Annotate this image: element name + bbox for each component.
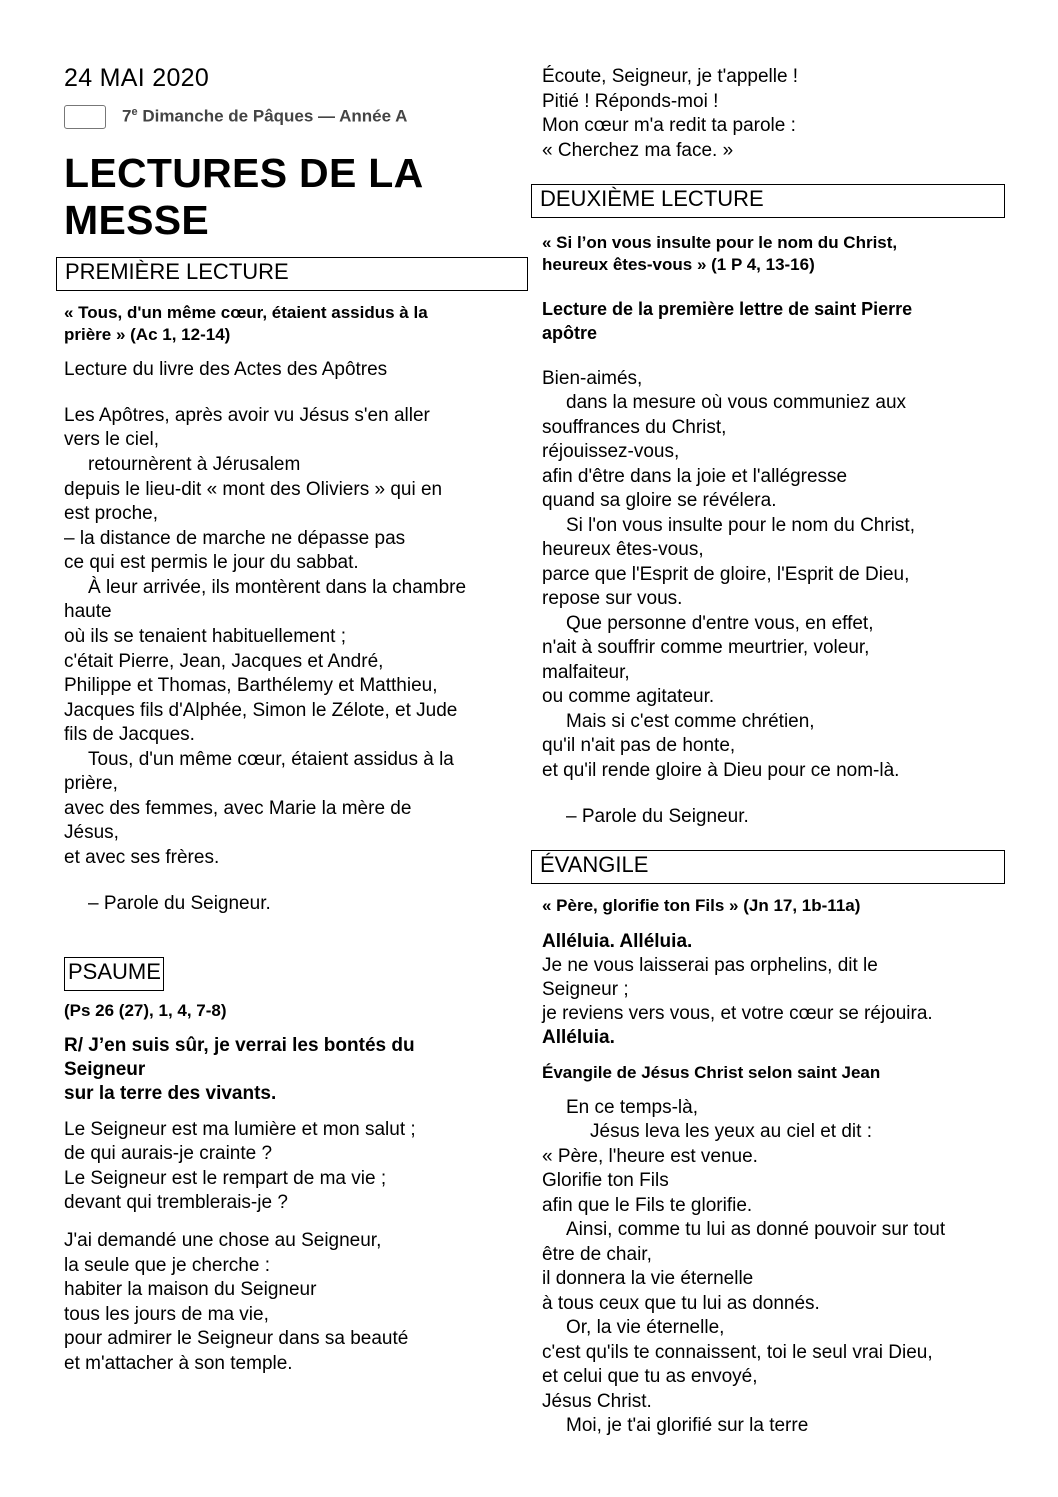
deuxieme-reference: « Si l’on vous insulte pour le nom du Christ, heureux êtes-vous » (1 P 4, 13-16) <box>542 233 898 274</box>
heading-premiere-lecture: PREMIÈRE LECTURE <box>56 257 528 291</box>
text-line: Or, la vie éternelle, <box>566 1317 725 1338</box>
text-line: c'est qu'ils te connaissent, toi le seul vrai Dieu, <box>542 1342 933 1363</box>
text-line: à tous ceux que tu lui as donnés. <box>542 1293 820 1314</box>
psaume-reference: (Ps 26 (27), 1, 4, 7-8) <box>64 1001 227 1020</box>
text-line: Écoute, Seigneur, je t'appelle ! <box>542 66 799 87</box>
text-line: repose sur vous. <box>542 588 683 609</box>
text-line: n'ait à souffrir comme meurtrier, voleur, <box>542 637 870 658</box>
text-line: réjouissez-vous, <box>542 441 680 462</box>
text-line: Les Apôtres, après avoir vu Jésus s'en aller <box>64 405 430 426</box>
text-line: Jésus leva les yeux au ciel et dit : <box>590 1121 872 1142</box>
text-line: fils de Jacques. <box>64 724 195 745</box>
text-line: avec des femmes, avec Marie la mère de <box>64 798 412 819</box>
alleluia-opening: Alléluia. Alléluia. <box>542 931 693 952</box>
text-line: Le Seigneur est le rempart de ma vie ; <box>64 1168 387 1189</box>
text-line: Seigneur ; <box>542 979 629 1000</box>
premiere-reference: « Tous, d'un même cœur, étaient assidus à la prière » (Ac 1, 12-14) <box>64 303 428 344</box>
page-title: LECTURES DE LA MESSE <box>64 150 424 243</box>
text-line: est proche, <box>64 503 158 524</box>
text-line: Ainsi, comme tu lui as donné pouvoir sur tout <box>566 1219 946 1240</box>
text-line: J'ai demandé une chose au Seigneur, <box>64 1230 382 1251</box>
text-line: et celui que tu as envoyé, <box>542 1366 758 1387</box>
text-line: Jacques fils d'Alphée, Simon le Zélote, et Jude <box>64 700 458 721</box>
premiere-closing: – Parole du Seigneur. <box>88 893 271 914</box>
text-line: souffrances du Christ, <box>542 417 727 438</box>
text-line: c'était Pierre, Jean, Jacques et André, <box>64 651 384 672</box>
text-line: tous les jours de ma vie, <box>64 1304 269 1325</box>
text-line: retournèrent à Jérusalem <box>88 454 301 475</box>
text-line: habiter la maison du Seigneur <box>64 1279 317 1300</box>
text-line: afin que le Fils te glorifie. <box>542 1195 753 1216</box>
text-line: heureux êtes-vous, <box>542 539 704 560</box>
text-line: Je ne vous laisserai pas orphelins, dit le <box>542 955 878 976</box>
text-line: « Père, l'heure est venue. <box>542 1146 758 1167</box>
text-line: Que personne d'entre vous, en effet, <box>566 613 874 634</box>
premiere-intro: Lecture du livre des Actes des Apôtres <box>64 359 388 380</box>
text-line: prière, <box>64 773 118 794</box>
deuxieme-intro: Lecture de la première lettre de saint Pierre apôtre <box>542 299 913 343</box>
text-line: « Cherchez ma face. » <box>542 140 734 161</box>
evangile-intro: Évangile de Jésus Christ selon saint Jean <box>542 1063 881 1082</box>
heading-evangile: ÉVANGILE <box>531 850 1005 884</box>
text-line: et m'attacher à son temple. <box>64 1353 293 1374</box>
text-line: ou comme agitateur. <box>542 686 715 707</box>
liturgy-badge <box>64 105 106 129</box>
text-line: Mais si c'est comme chrétien, <box>566 711 815 732</box>
evangile-reference: « Père, glorifie ton Fils » (Jn 17, 1b-11a) <box>542 896 861 915</box>
text-line: Le Seigneur est ma lumière et mon salut ; <box>64 1119 416 1140</box>
text-line: Jésus Christ. <box>542 1391 652 1412</box>
text-line: vers le ciel, <box>64 429 160 450</box>
text-line: – la distance de marche ne dépasse pas <box>64 528 406 549</box>
text-line: et avec ses frères. <box>64 847 220 868</box>
text-line: Tous, d'un même cœur, étaient assidus à la <box>88 749 454 770</box>
text-line: Bien-aimés, <box>542 368 643 389</box>
text-line: ce qui est permis le jour du sabbat. <box>64 552 359 573</box>
text-line: À leur arrivée, ils montèrent dans la chambre <box>88 577 467 598</box>
text-line: parce que l'Esprit de gloire, l'Esprit de Dieu, <box>542 564 910 585</box>
text-line: depuis le lieu-dit « mont des Oliviers » qui en <box>64 479 443 500</box>
date: 24 MAI 2020 <box>64 64 210 92</box>
heading-deuxieme-lecture: DEUXIÈME LECTURE <box>531 184 1005 218</box>
liturgical-day: 7e Dimanche de Pâques — Année A <box>122 106 408 126</box>
text-line: qu'il n'ait pas de honte, <box>542 735 736 756</box>
text-line: Si l'on vous insulte pour le nom du Christ, <box>566 515 915 536</box>
deuxieme-closing: – Parole du Seigneur. <box>566 806 749 827</box>
text-line: la seule que je cherche : <box>64 1255 270 1276</box>
text-line: Mon cœur m'a redit ta parole : <box>542 115 796 136</box>
text-line: être de chair, <box>542 1244 652 1265</box>
text-line: et qu'il rende gloire à Dieu pour ce nom-là. <box>542 760 900 781</box>
text-line: Moi, je t'ai glorifié sur la terre <box>566 1415 809 1436</box>
text-line: pour admirer le Seigneur dans sa beauté <box>64 1328 409 1349</box>
text-line: afin d'être dans la joie et l'allégresse <box>542 466 848 487</box>
text-line: Jésus, <box>64 822 119 843</box>
text-line: quand sa gloire se révélera. <box>542 490 777 511</box>
text-line: Glorifie ton Fils <box>542 1170 669 1191</box>
text-line: dans la mesure où vous communiez aux <box>566 392 907 413</box>
text-line: Philippe et Thomas, Barthélemy et Matthieu, <box>64 675 438 696</box>
text-line: malfaiteur, <box>542 662 630 683</box>
text-line: En ce temps-là, <box>566 1097 698 1118</box>
text-line: de qui aurais-je crainte ? <box>64 1143 273 1164</box>
psaume-refrain: R/ J’en suis sûr, je verrai les bontés du Seigneur sur la terre des vivants. <box>64 1035 415 1104</box>
text-line: Pitié ! Réponds-moi ! <box>542 91 719 112</box>
text-line: je reviens vers vous, et votre cœur se réjouira. <box>542 1003 933 1024</box>
text-line: haute <box>64 601 112 622</box>
alleluia-closing: Alléluia. <box>542 1027 615 1048</box>
heading-psaume: PSAUME <box>64 957 164 991</box>
text-line: devant qui tremblerais-je ? <box>64 1192 288 1213</box>
text-line: il donnera la vie éternelle <box>542 1268 754 1289</box>
text-line: où ils se tenaient habituellement ; <box>64 626 347 647</box>
